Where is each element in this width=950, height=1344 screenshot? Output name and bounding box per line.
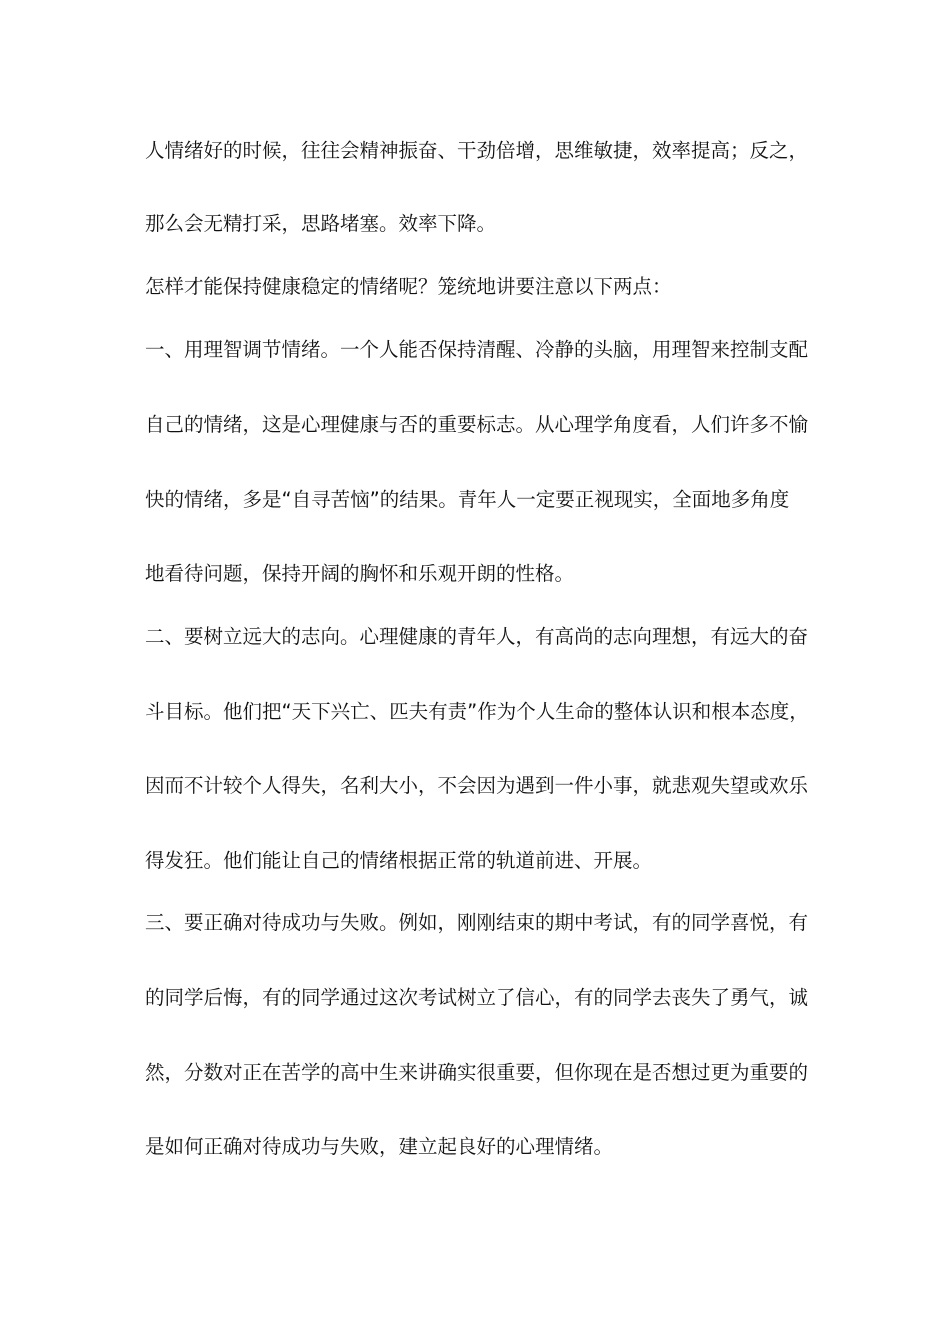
text-line: 然，分数对正在苦学的高中生来讲确实很重要，但你现在是否想过更为重要的 [145, 1061, 809, 1084]
text-line: 地看待问题，保持开阔的胸怀和乐观开朗的性格。 [145, 562, 575, 585]
text-line: 怎样才能保持健康稳定的情绪呢？笼统地讲要注意以下两点： [145, 275, 672, 298]
text-line: 人情绪好的时候，往往会精神振奋、干劲倍增，思维敏捷，效率提高；反之， [145, 139, 809, 162]
text-line: 得发狂。他们能让自己的情绪根据正常的轨道前进、开展。 [145, 849, 653, 872]
text-line: 是如何正确对待成功与失败，建立起良好的心理情绪。 [145, 1135, 614, 1158]
text-line: 一、用理智调节情绪。一个人能否保持清醒、冷静的头脑，用理智来控制支配 [145, 338, 809, 361]
text-line: 三、要正确对待成功与失败。例如，刚刚结束的期中考试，有的同学喜悦，有 [145, 911, 809, 934]
text-line: 二、要树立远大的志向。心理健康的青年人，有高尚的志向理想，有远大的奋 [145, 625, 809, 648]
text-line: 那么会无精打采，思路堵塞。效率下降。 [145, 212, 497, 235]
text-line: 因而不计较个人得失，名利大小，不会因为遇到一件小事，就悲观失望或欢乐 [145, 774, 809, 797]
text-line: 斗目标。他们把“天下兴亡、匹夫有责”作为个人生命的整体认识和根本态度， [145, 700, 809, 723]
text-line: 快的情绪，多是“自寻苦恼”的结果。青年人一定要正视现实，全面地多角度 [145, 488, 790, 511]
text-line: 的同学后悔，有的同学通过这次考试树立了信心，有的同学去丧失了勇气，诚 [145, 986, 809, 1009]
text-line: 自己的情绪，这是心理健康与否的重要标志。从心理学角度看，人们许多不愉 [145, 413, 809, 436]
